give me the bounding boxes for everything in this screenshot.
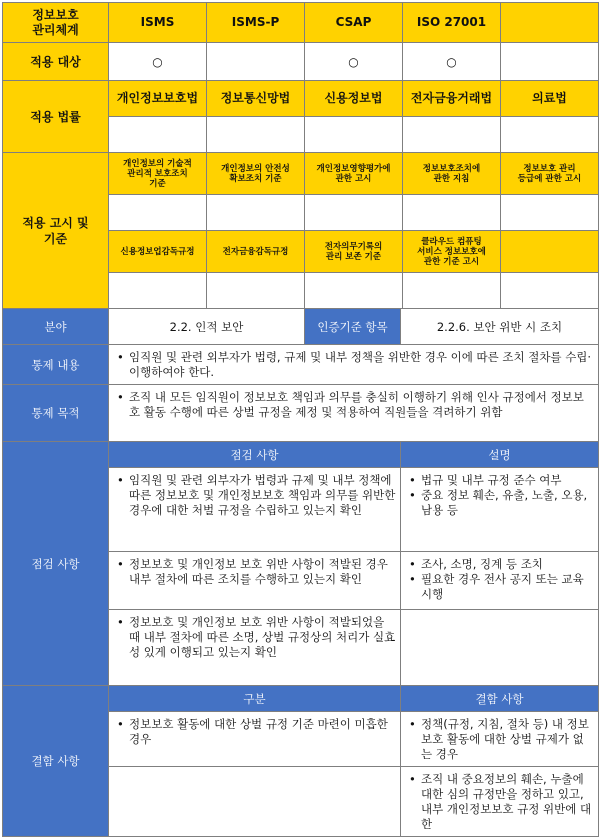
notice-name: 클라우드 컴퓨팅 서비스 정보보호에 관한 기준 고시 xyxy=(403,231,501,273)
defects-header-row xyxy=(3,686,599,712)
check-desc xyxy=(401,552,599,610)
defect-type xyxy=(109,767,401,837)
field-row xyxy=(3,309,599,345)
defect-case-bullet: • 정책(규정, 지침, 절차 등) 내 정보보호 활동에 대한 상벌 규제가 없는 경우 xyxy=(407,717,594,762)
notice-name: 정보보호 관리 등급에 관한 고시 xyxy=(501,153,599,195)
law-name: 의료법 xyxy=(501,81,599,117)
laws-label: 적용 법률 xyxy=(3,81,109,153)
law-name: 신용정보법 xyxy=(305,81,403,117)
certification-sheet xyxy=(2,2,598,830)
notice-name: 개인정보영향평가에 관한 고시 xyxy=(305,153,403,195)
system-iso27001: ISO 27001 xyxy=(403,3,501,43)
defect-type xyxy=(109,712,401,767)
purpose-label: 통제 목적 xyxy=(3,385,109,442)
criteria-item-value: 2.2.6. 보안 위반 시 조치 xyxy=(401,309,599,345)
law-name: 정보통신망법 xyxy=(207,81,305,117)
defect-case-bullet: • 조직 내 중요정보의 훼손, 누출에 대한 심의 규정만을 정하고 있고, 내부 개인정보보호 규정 위반에 대한 xyxy=(407,772,594,832)
applicability-table xyxy=(2,2,599,309)
target-mark: ○ xyxy=(403,43,501,81)
target-mark xyxy=(207,43,305,81)
defect-case xyxy=(401,767,599,837)
purpose-text xyxy=(109,385,599,442)
target-mark: ○ xyxy=(305,43,403,81)
target-label: 적용 대상 xyxy=(3,43,109,81)
target-row xyxy=(3,43,599,81)
check-item xyxy=(109,468,401,552)
control-bullet: • 임직원 및 관련 외부자가 법령, 규제 및 내부 정책을 위반한 경우 이에 따른 조치 절차를 수립·이행하여야 한다. xyxy=(115,350,594,380)
check-bullet: • 정보보호 및 개인정보 보호 위반 사항이 적발된 경우 내부 절차에 따른 조치를 수행하고 있는지 확인 xyxy=(115,557,396,587)
checks-label: 점검 사항 xyxy=(3,442,109,686)
desc-bullet: • 필요한 경우 전사 공지 또는 교육 시행 xyxy=(407,572,594,602)
purpose-row xyxy=(3,385,599,442)
control-row xyxy=(3,345,599,385)
system-isms-p: ISMS-P xyxy=(207,3,305,43)
desc-bullet: • 중요 정보 훼손, 유출, 노출, 오용, 남용 등 xyxy=(407,488,594,518)
header-label: 정보보호 관리체계 xyxy=(3,3,109,43)
defects-label: 결함 사항 xyxy=(3,686,109,837)
notice-name xyxy=(501,231,599,273)
check-desc xyxy=(401,468,599,552)
check-desc xyxy=(401,610,599,686)
header-row xyxy=(3,3,599,43)
law-name: 개인정보보호법 xyxy=(109,81,207,117)
check-item xyxy=(109,610,401,686)
desc-bullet: • 법규 및 내부 규정 준수 여부 xyxy=(407,473,594,488)
defects-col-case: 결함 사항 xyxy=(401,686,599,712)
notice-name: 전자금융감독규정 xyxy=(207,231,305,273)
law-name: 전자금융거래법 xyxy=(403,81,501,117)
notices-label: 적용 고시 및 기준 xyxy=(3,153,109,309)
notice-name: 신용정보업감독규정 xyxy=(109,231,207,273)
system-isms: ISMS xyxy=(109,3,207,43)
control-label: 통제 내용 xyxy=(3,345,109,385)
notices-row-1 xyxy=(3,153,599,195)
purpose-bullet: • 조직 내 모든 임직원이 정보보호 책임과 의무를 충실히 이행하기 위해 인사 규정에서 정보보호 활동 수행에 따른 상벌 규정을 제정 및 적용하여 직원들을 격려하기 위함 xyxy=(115,390,594,420)
checks-header-row xyxy=(3,442,599,468)
field-label: 분야 xyxy=(3,309,109,345)
check-bullet: • 임직원 및 관련 외부자가 법령과 규제 및 내부 정책에 따른 정보보호 및 개인정보보호 책임과 의무를 위반한 경우에 대한 처벌 규정을 수립하고 있는지 확인 xyxy=(115,473,396,518)
target-mark xyxy=(501,43,599,81)
checks-col-desc: 설명 xyxy=(401,442,599,468)
notice-name: 전자의무기록의 관리 보존 기준 xyxy=(305,231,403,273)
laws-row xyxy=(3,81,599,117)
defects-col-type: 구분 xyxy=(109,686,401,712)
system-empty xyxy=(501,3,599,43)
defect-case xyxy=(401,712,599,767)
notice-name: 개인정보의 기술적 관리적 보호조치 기준 xyxy=(109,153,207,195)
control-table xyxy=(2,308,599,837)
field-value: 2.2. 인적 보안 xyxy=(109,309,305,345)
defect-type-bullet: • 정보보호 활동에 대한 상벌 규정 기준 마련이 미흡한 경우 xyxy=(115,717,396,747)
desc-bullet: • 조사, 소명, 징계 등 조치 xyxy=(407,557,594,572)
checks-col-check: 점검 사항 xyxy=(109,442,401,468)
control-text xyxy=(109,345,599,385)
criteria-item-label: 인증기준 항목 xyxy=(305,309,401,345)
check-bullet: • 정보보호 및 개인정보 보호 위반 사항이 적발되었을 때 내부 절차에 따른 소명, 상벌 규정상의 처리가 실효성 있게 이행되고 있는지 확인 xyxy=(115,615,396,660)
target-mark: ○ xyxy=(109,43,207,81)
notice-name: 개인정보의 안전성 확보조치 기준 xyxy=(207,153,305,195)
system-csap: CSAP xyxy=(305,3,403,43)
notice-name: 정보보호조치에 관한 지침 xyxy=(403,153,501,195)
check-item xyxy=(109,552,401,610)
